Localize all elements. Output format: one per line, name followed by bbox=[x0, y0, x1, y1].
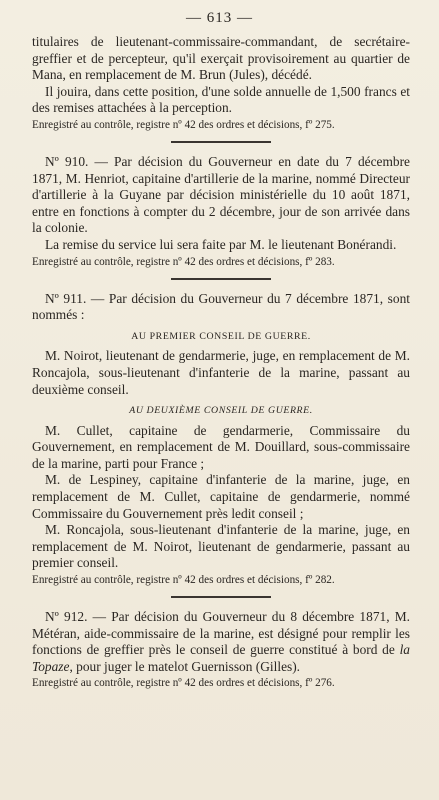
registration-note: Enregistré au contrôle, registre nº 42 des ordres et décisions, fº 276. bbox=[32, 677, 335, 690]
decision-912-text: Nº 912. — Par décision du Gouverneur du 8 décembre 1871, M. Météran, aide-commissaire de la marine, est désigné pour remplir les fonctions de greffier près le conseil de guerre constitué à bord de bbox=[32, 609, 410, 658]
separator-rule bbox=[171, 141, 271, 143]
page-body bbox=[32, 34, 410, 690]
section-heading-first-council: AU PREMIER CONSEIL DE GUERRE. bbox=[131, 330, 311, 342]
decision-912 bbox=[32, 609, 410, 675]
section-heading-second-council: AU DEUXIÈME CONSEIL DE GUERRE. bbox=[129, 405, 313, 417]
decision-910: Nº 910. — Par décision du Gouverneur en date du 7 décembre 1871, M. Henriot, capitaine d'artillerie de la marine, nommé Directeur d'artillerie à la Guyane par décision ministérielle du 10 août 1871, entre en fonctions à compter du 2 décembre, jour de son arrivée dans la colonie. bbox=[32, 153, 410, 236]
registration-note: Enregistré au contrôle, registre nº 42 des ordres et décisions, fº 275. bbox=[32, 118, 335, 131]
decision-912-text-end: , pour juger le matelot Guernisson (Gilles). bbox=[69, 658, 301, 674]
appointment-noirot: M. Noirot, lieutenant de gendarmerie, juge, en remplacement de M. Roncajola, sous-lieutenant d'infanterie de la marine, passant au deuxième conseil. bbox=[32, 348, 410, 397]
separator-rule bbox=[171, 596, 271, 598]
appointment-cullet: M. Cullet, capitaine de gendarmerie, Commissaire du Gouvernement, en remplacement de M. Douillard, sous-commissaire de la marine, parti pour France ; bbox=[32, 422, 410, 471]
registration-note: Enregistré au contrôle, registre nº 42 des ordres et décisions, fº 282. bbox=[32, 574, 335, 587]
appointment-lespiney: M. de Lespiney, capitaine d'infanterie de la marine, juge, en remplacement de M. Cullet, capitaine de gendarmerie, nommé Commissaire du Gouvernement près ledit conseil ; bbox=[32, 472, 410, 521]
ship-name: la Topaze bbox=[32, 642, 410, 674]
decision-910-handover: La remise du service lui sera faite par M. le lieutenant Bonérandi. bbox=[45, 236, 397, 252]
paragraph-continuation: titulaires de lieutenant-commissaire-commandant, de secrétaire-greffier et de percepteur, qu'il exerçait provisoirement au quartier de Mana, en remplacement de M. Brun (Jules), décédé. bbox=[32, 34, 410, 83]
registration-note: Enregistré au contrôle, registre nº 42 des ordres et décisions, fº 283. bbox=[32, 255, 335, 268]
paragraph-salary: Il jouira, dans cette position, d'une solde annuelle de 1,500 francs et des remises attachées à la perception. bbox=[32, 83, 410, 116]
separator-rule bbox=[171, 278, 271, 280]
page-number: — 613 — bbox=[186, 10, 253, 26]
decision-911: Nº 911. — Par décision du Gouverneur du 7 décembre 1871, sont nommés : bbox=[32, 290, 410, 323]
appointment-roncajola: M. Roncajola, sous-lieutenant d'infanterie de la marine, juge, en remplacement de M. Noirot, lieutenant de gendarmerie, passant au premier conseil. bbox=[32, 522, 410, 571]
